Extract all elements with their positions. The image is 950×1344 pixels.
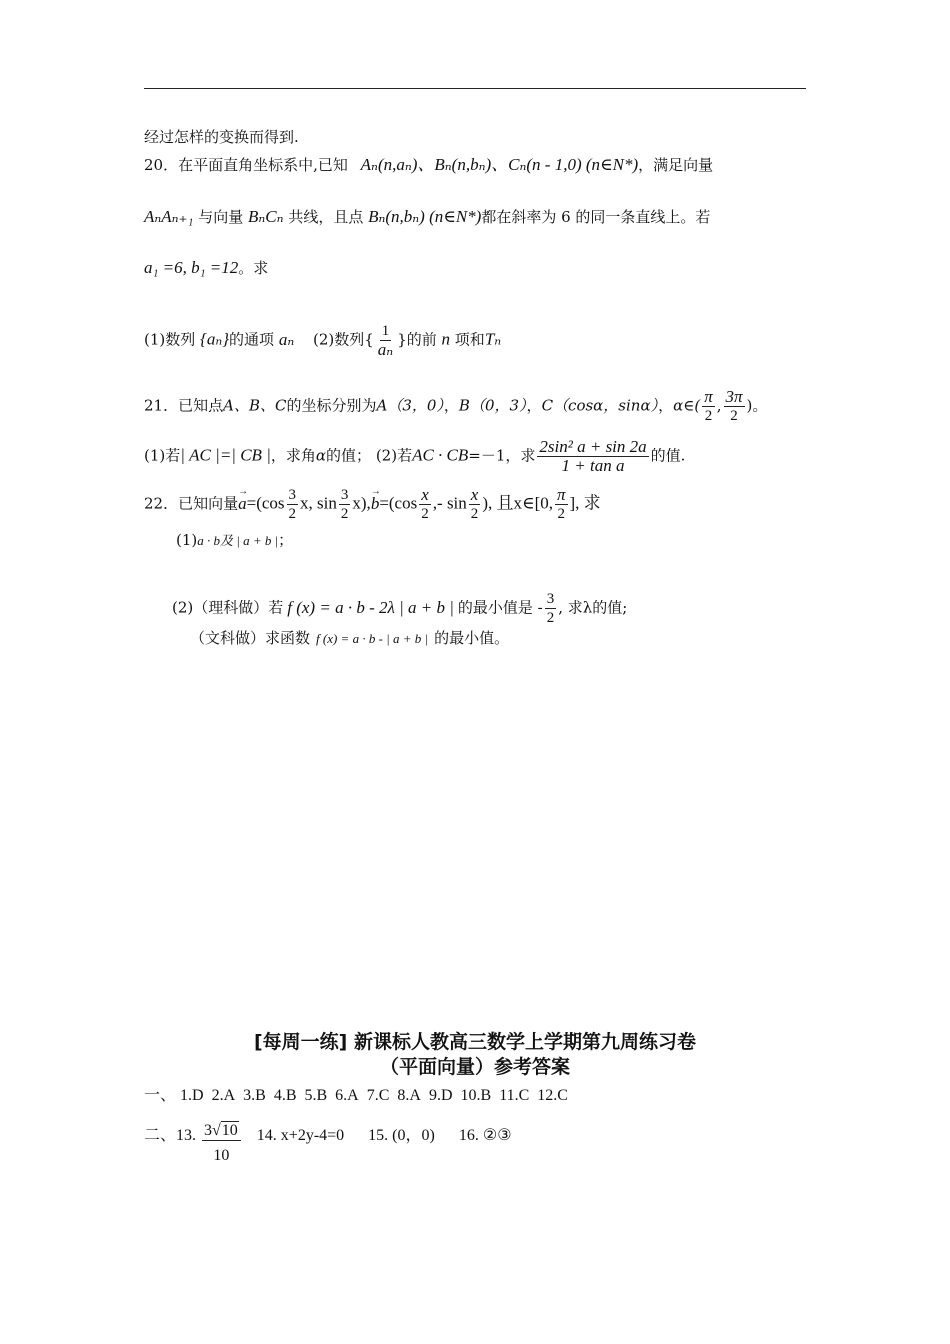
q20-text2: 与向量 [198, 208, 244, 226]
q21-s1-end: 的值； [326, 446, 372, 465]
q21-C: C（cosα，sinα） [541, 396, 659, 415]
q20-number: 20 [144, 156, 164, 174]
q20-initial-values: a₁ =6, b₁ =12 [144, 258, 239, 277]
q20-text3: 共线，且点 [288, 208, 364, 226]
q20-sub2-T: Tₙ [484, 329, 502, 349]
q21-s1-alpha: α [315, 446, 327, 465]
q22-fmn: 3 [546, 591, 555, 607]
q21-alpha-range: α∈( [673, 396, 701, 415]
q20-sub1-label: (1)数列 [144, 330, 196, 349]
q22-eq-a1: =(cos [246, 493, 285, 513]
q21-line1: 21．已知点A、B、C的坐标分别为A（3，0），B（0，3），C（cosα，sinα），α∈( $\frac{\pi}{2}$ , $\frac{3\pi}{2}$ )。 [144, 387, 768, 424]
answer-14: 14. x+2y-4=0 [256, 1127, 345, 1144]
q21-A: A（3，0） [376, 396, 444, 415]
q20-vector-AA: AₙAₙ₊₁ [144, 207, 194, 226]
q20-line2 [144, 207, 710, 227]
q21-f2n: 3π [725, 387, 743, 406]
answer-item: 1.D [180, 1087, 204, 1104]
answer-13-denominator: 10 [213, 1147, 230, 1164]
q22-eq-b2: ,- sin [432, 493, 467, 513]
q22-s1-math: a · b及 | a + b | [197, 533, 279, 548]
answer-item: 3.B [243, 1087, 266, 1104]
q20-point-B: Bₙ(n,bₙ) (n∈N*) [368, 207, 482, 226]
q20-frac-num: 1 [381, 323, 390, 339]
q22-s2-end: , 求λ的值; [558, 598, 628, 617]
q20-sub2-mid: }的前 [397, 330, 437, 349]
q21-expression-fraction [537, 438, 648, 475]
q22-fa1d: 2 [288, 506, 297, 522]
q22-eq-a3: x), [352, 493, 371, 513]
answer-16: 16. ②③ [458, 1127, 512, 1144]
q22-fa2n: 3 [340, 487, 349, 503]
answers-part1 [144, 1082, 568, 1105]
part1-list [176, 1087, 568, 1104]
q22-eq-b3: ), 且x∈[0, [482, 493, 553, 513]
q22-fmd: 2 [546, 610, 555, 626]
q22-sub2 [172, 590, 627, 627]
q22-fb2d: 2 [470, 506, 479, 522]
q20-sub2-tail: 项和 [454, 330, 485, 349]
q20-sub2-label: (2)数列{ [313, 330, 374, 349]
q20-sub2-n: n [441, 329, 451, 349]
q22-s3-math: f (x) = a · b - | a + b | [316, 631, 429, 646]
q22-vec-a: → a [238, 494, 247, 514]
q22-s2-text: 的最小值是 - [457, 598, 543, 617]
q20-sub1-an: aₙ [278, 329, 295, 349]
q21-f1n: π [704, 387, 713, 406]
answer-item: 10.B [460, 1087, 492, 1104]
part2-label: 二、 [144, 1127, 177, 1144]
answer-13-label: 13. [176, 1127, 197, 1144]
answer-13-radicand: 10 [221, 1122, 238, 1139]
q22-fpn: π [556, 485, 566, 504]
part1-label: 一、 [144, 1087, 177, 1104]
q22-frac-a1 [287, 486, 299, 523]
q20-text4: 都在斜率为 6 的同一条直线上。若 [481, 208, 711, 226]
q21-frac1 [702, 388, 715, 425]
answers-subtitle: （平面向量）参考答案 [379, 1056, 570, 1078]
q22-fa1n: 3 [288, 487, 297, 503]
answer-13-numerator: 3√10 [202, 1122, 241, 1141]
q21-line2 [144, 438, 685, 475]
q22-s1-end: ； [278, 531, 294, 549]
q20-subquestions [144, 322, 501, 359]
q20-sub1-seq: {aₙ} [200, 329, 230, 349]
answer-item: 9.D [428, 1087, 453, 1104]
answer-item: 12.C [537, 1087, 568, 1104]
q21-text: 已知点 [178, 396, 224, 415]
q22-frac-min [545, 590, 557, 627]
q20-ask: 。求 [238, 259, 269, 277]
q21-frac2 [724, 388, 745, 425]
q22-frac-b1 [419, 486, 431, 523]
q21-expr-den: 1 + tan a [561, 456, 625, 475]
q20-sub1-mid: 的通项 [229, 330, 275, 349]
q22-s2-math: f (x) = a · b - 2λ | a + b | [287, 597, 454, 617]
q22-line1: 22．已知向量→ a=(cos $\frac{3}{2}$ x, sin $\frac{3}{2}$ x),→ b=(cos $\frac{x}{2}$ ,- sin $\frac{x}{2}$ ), 且x∈[0, $\frac{\pi}{2}$ ], 求 [144, 486, 601, 523]
q21-points: A、B、C [223, 396, 287, 415]
q22-eq-a2: x, sin [300, 493, 337, 513]
answers-part2 [144, 1122, 512, 1165]
q20-vector-BC: BₙCₙ [248, 207, 284, 226]
q21-text2: 的坐标分别为 [286, 396, 377, 415]
answer-13-fraction [202, 1122, 241, 1165]
q22-frac-pi [555, 486, 568, 523]
q22-eq-end: ], 求 [569, 493, 601, 513]
q21-s1: (1)若 [144, 446, 181, 465]
header-rule [144, 88, 806, 89]
q22-s3-end: 的最小值。 [434, 629, 510, 647]
answer-item: 8.A [397, 1087, 421, 1104]
q22-fa2d: 2 [340, 506, 349, 522]
q20-text: 在平面直角坐标系中,已知 [178, 156, 348, 174]
q22-number: 22 [144, 494, 164, 513]
q21-s2-value: =－1，求 [468, 446, 536, 465]
q22-sub1 [176, 530, 293, 551]
q20-frac-den: aₙ [377, 340, 394, 359]
q22-fb1n: x [421, 485, 429, 504]
q21-number: 21 [144, 396, 164, 415]
q21-f2d: 2 [730, 408, 738, 424]
q21-close: )。 [746, 396, 768, 415]
q21-s2-end: 的值. [650, 446, 686, 465]
q20-points-math: Aₙ(n,aₙ)、Bₙ(n,bₙ)、Cₙ(n - 1,0) (n∈N*) [360, 155, 639, 174]
q21-f1d: 2 [704, 408, 713, 424]
q20-line3 [144, 258, 268, 278]
q21-s1-text: ，求角 [270, 446, 316, 465]
q22-frac-a2 [339, 486, 351, 523]
q21-B: B（0，3） [458, 396, 527, 415]
answer-15: 15. (0，0) [368, 1127, 435, 1144]
q22-s2-label: (2)（理科做）若 [172, 598, 284, 617]
q20-sub2-fraction [376, 322, 395, 359]
q22-vec-b: → b [371, 494, 380, 514]
q22-s1-label: (1) [176, 531, 198, 549]
q21-s1-math: | AC |=| CB | [180, 445, 271, 465]
answer-item: 6.A [335, 1087, 359, 1104]
q21-s2: (2)若 [375, 446, 413, 465]
q22-sub3 [190, 628, 509, 649]
intro-text: 经过怎样的变换而得到. [144, 128, 299, 146]
q21-s2-math: AC · CB [412, 445, 469, 465]
answer-item: 7.C [366, 1087, 390, 1104]
answer-item: 5.B [304, 1087, 328, 1104]
q22-text: 已知向量 [178, 494, 239, 513]
q22-fpd: 2 [557, 506, 565, 522]
intro-line [144, 127, 299, 147]
answer-item: 11.C [499, 1087, 530, 1104]
q22-eq-b1: =(cos [379, 493, 418, 513]
q20-tail: ，满足向量 [638, 156, 714, 174]
answers-title: [每周一练] 新课标人教高三数学上学期第九周练习卷 [254, 1031, 696, 1053]
q22-fb1d: 2 [421, 506, 429, 522]
q22-frac-b2 [469, 486, 481, 523]
answer-item: 2.A [211, 1087, 236, 1104]
answer-item: 4.B [273, 1087, 297, 1104]
q22-s3-label: （文科做）求函数 [190, 629, 311, 647]
q20-line1: 20．在平面直角坐标系中,已知 Aₙ(n,aₙ)、Bₙ(n,bₙ)、Cₙ(n - 1,0) (n∈N*)，满足向量 [144, 155, 714, 174]
q22-fb2n: x [470, 485, 479, 504]
q21-expr-num: 2sin² a + sin 2a [539, 437, 647, 456]
answer-13-coef: 3 [204, 1122, 213, 1139]
